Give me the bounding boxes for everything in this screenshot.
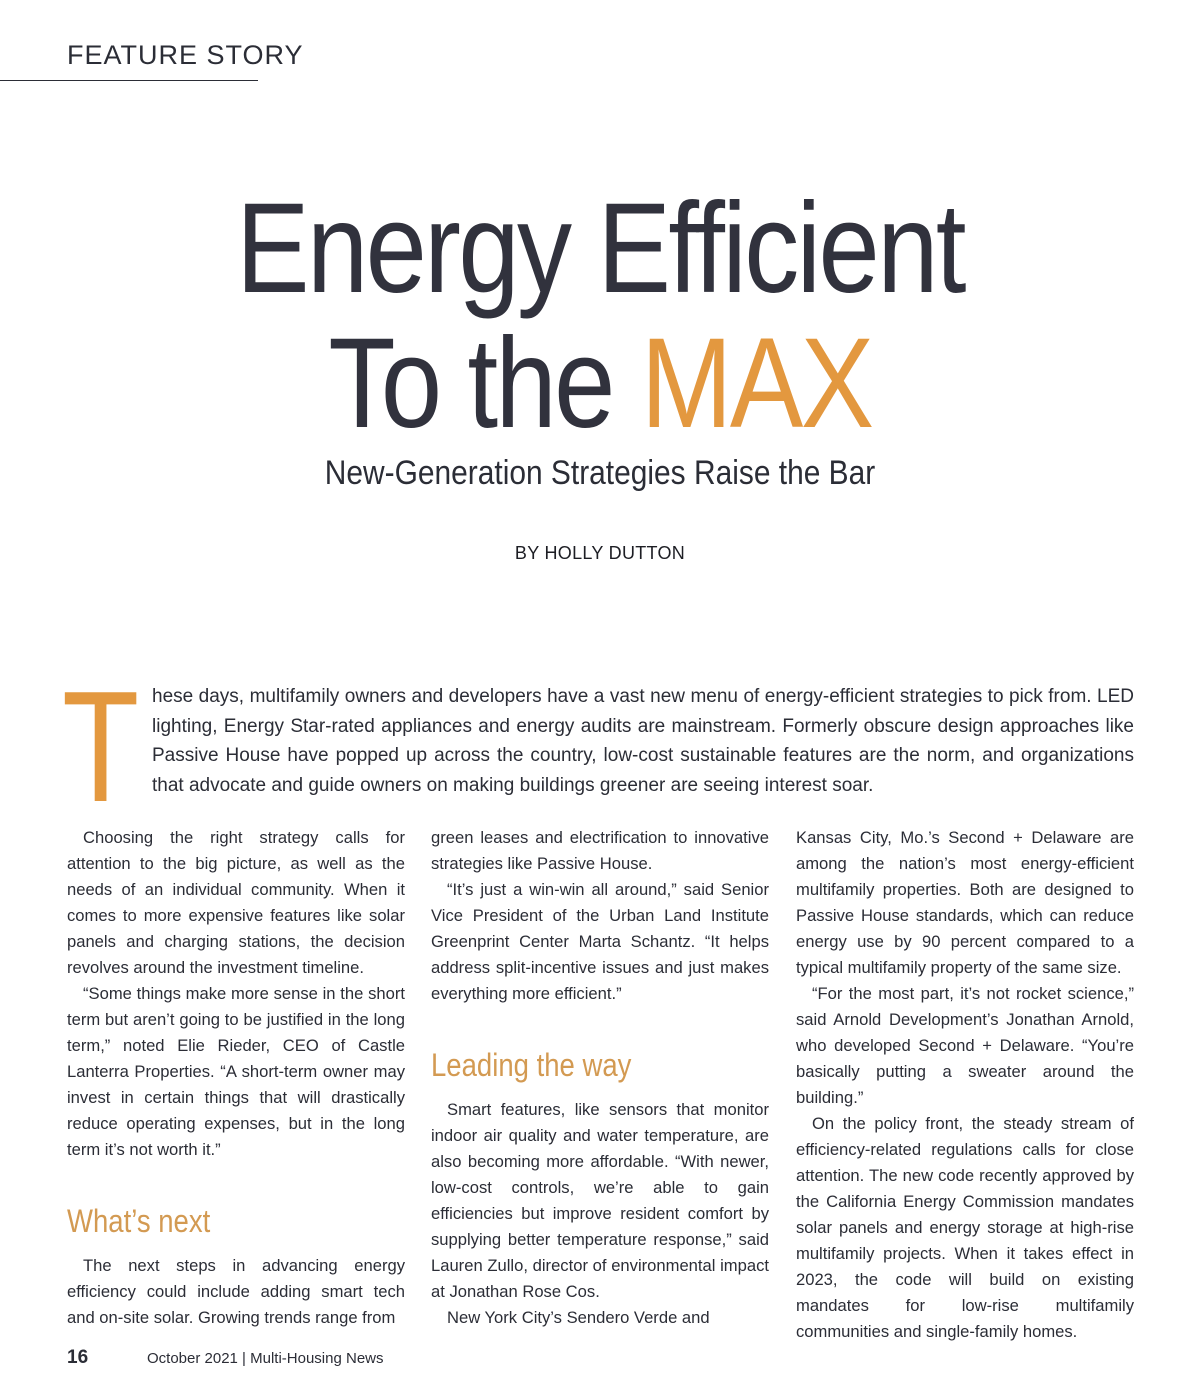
byline: BY HOLLY DUTTON <box>514 543 686 563</box>
article-title-line-2 <box>84 312 1116 455</box>
article-subtitle: New-Generation Strategies Raise the Bar <box>324 454 876 492</box>
section-label: FEATURE STORY <box>67 40 304 70</box>
section-heading-leading-the-way: Leading the way <box>431 1047 632 1083</box>
body-column-1 <box>67 825 405 1331</box>
title-plain-text: To the <box>328 312 641 455</box>
body-column-3 <box>796 825 1134 1345</box>
paragraph: “For the most part, it’s not rocket science,” said Arnold Development’s Jonathan Arnold, who developed Second + Delaware. “You’re basically putting a sweater around the building.” <box>796 984 1134 1107</box>
paragraph: Kansas City, Mo.’s Second + Delaware are among the nation’s most energy-efficient multifamily properties. Both are designed to Passive House standards, which can reduce energy use by 90 percent compared to a typical multifamily property of the same size. <box>796 828 1134 977</box>
paragraph: Smart features, like sensors that monitor indoor air quality and water temperature, are also becoming more affordable. “With newer, low-cost controls, we’re able to gain efficiencies but improve resident comfort by supplying better temperature response,” said Lauren Zullo, director of environmental impact at Jonathan Rose Cos. <box>431 1100 769 1301</box>
title-accent-text: MAX <box>640 312 872 455</box>
section-divider <box>0 80 258 81</box>
section-heading-whats-next: What’s next <box>67 1203 211 1239</box>
article-title-line-1: Energy Efficient <box>236 177 964 320</box>
paragraph: “It’s just a win-win all around,” said Senior Vice President of the Urban Land Institute Greenprint Center Marta Schantz. “It helps address split-incentive issues and just makes everything more efficient.” <box>431 880 769 1003</box>
publication-info: October 2021 | Multi-Housing News <box>147 1350 384 1367</box>
lead-paragraph: hese days, multifamily owners and developers have a vast new menu of energy-efficient strategies to pick from. LED lighting, Energy Star-rated appliances and energy audits are mainstream. Formerly obscure design approaches like Passive House have popped up across the country, low-cost sustainable features are the norm, and organizations that advocate and guide owners on making buildings greener are seeing interest soar. <box>152 686 1134 796</box>
paragraph: Choosing the right strategy calls for attention to the big picture, as well as the needs of an individual community. When it comes to more expensive features like solar panels and charging stations, the decision revolves around the investment timeline. <box>67 828 405 977</box>
paragraph: New York City’s Sendero Verde and <box>447 1308 710 1327</box>
paragraph: On the policy front, the steady stream of efficiency-related regulations calls for close attention. The new code recently approved by the California Energy Commission mandates solar panels and energy storage at high-rise multifamily projects. When it takes effect in 2023, the code will build on existing mandates for low-rise multifamily communities and single-family homes. <box>796 1114 1134 1341</box>
paragraph: green leases and electrification to innovative strategies like Passive House. <box>431 828 769 873</box>
drop-cap: T <box>62 659 140 835</box>
body-column-2 <box>431 825 769 1331</box>
page-number: 16 <box>67 1347 89 1368</box>
page-footer <box>67 1347 384 1369</box>
paragraph: The next steps in advancing energy efficiency could include adding smart tech and on-site solar. Growing trends range from <box>67 1256 405 1327</box>
paragraph: “Some things make more sense in the short term but aren’t going to be justified in the long term,” noted Elie Rieder, CEO of Castle Lanterra Properties. “A short-term owner may invest in certain things that will drastically reduce operating expenses, but in the long term it’s not worth it.” <box>67 984 405 1159</box>
